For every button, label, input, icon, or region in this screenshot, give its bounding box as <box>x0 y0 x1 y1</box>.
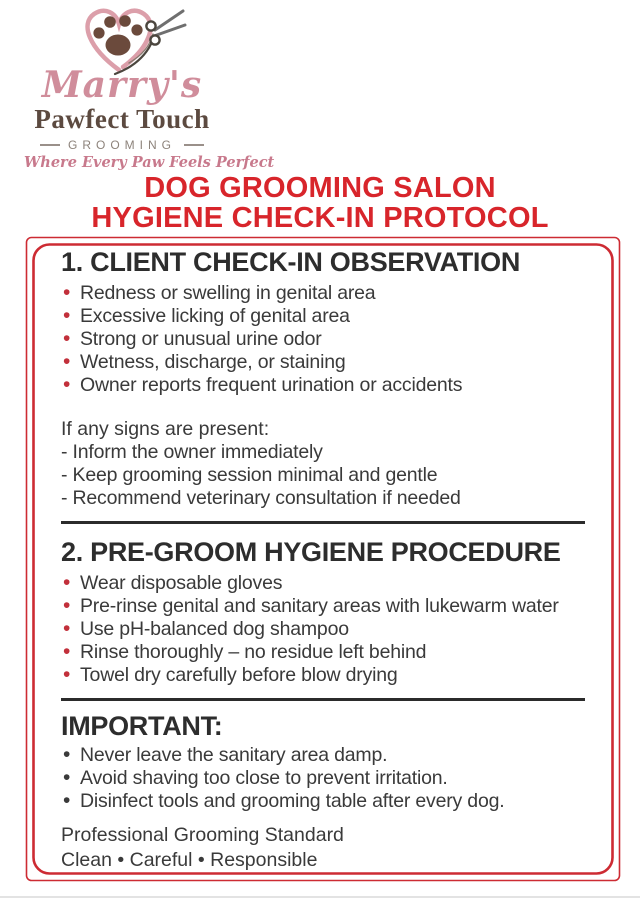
list-item: - Inform the owner immediately <box>61 441 323 463</box>
section-divider <box>61 698 585 701</box>
list-item: • Use pH-balanced dog shampoo <box>63 618 585 641</box>
list-item: • Pre-rinse genital and sanitary areas with lukewarm water <box>63 595 585 618</box>
list-item: - Keep grooming session minimal and gentle <box>61 464 438 486</box>
list-item: • Rinse thoroughly – no residue left behind <box>63 641 585 664</box>
footer-motto-line: Clean • Careful • Responsible <box>61 849 318 871</box>
list-item: • Disinfect tools and grooming table after every dog. <box>63 790 585 813</box>
section-important <box>61 710 585 813</box>
brand-grooming-label: GROOMING <box>24 138 220 152</box>
footer <box>61 823 585 873</box>
list-item: • Strong or unusual urine odor <box>63 328 585 351</box>
signs-present-note-title: If any signs are present: <box>61 418 270 440</box>
list-item: • Wear disposable gloves <box>63 572 585 595</box>
section-divider <box>61 521 585 524</box>
important-bullet-list <box>63 744 585 813</box>
section-client-checkin <box>61 246 585 510</box>
list-item: • Avoid shaving too close to prevent irritation. <box>63 767 585 790</box>
page-title-line2: HYGIENE CHECK-IN PROTOCOL <box>91 202 549 234</box>
section-1-bullet-list <box>63 282 585 397</box>
list-item: • Redness or swelling in genital area <box>63 282 585 305</box>
protocol-content <box>61 246 585 873</box>
brand-logo <box>24 4 275 171</box>
list-item: • Towel dry carefully before blow drying <box>63 664 585 687</box>
brand-script-name: Marry's <box>41 64 203 106</box>
brand-name: Pawfect Touch <box>34 104 210 134</box>
footer-standard-line: Professional Grooming Standard <box>61 824 344 846</box>
section-2-heading: 2. PRE-GROOM HYGIENE PROCEDURE <box>61 537 561 567</box>
page-title <box>0 174 640 234</box>
section-1-heading: 1. CLIENT CHECK-IN OBSERVATION <box>61 247 521 277</box>
brand-tagline: Where Every Paw Feels Perfect <box>24 154 275 171</box>
page-title-line1: DOG GROOMING SALON <box>144 172 496 204</box>
signs-present-action-list <box>61 441 585 510</box>
section-2-bullet-list <box>63 572 585 687</box>
important-heading: IMPORTANT: <box>61 711 223 741</box>
page-edge-shadow <box>0 896 640 898</box>
list-item: • Never leave the sanitary area damp. <box>63 744 585 767</box>
list-item: • Excessive licking of genital area <box>63 305 585 328</box>
list-item: • Wetness, discharge, or staining <box>63 351 585 374</box>
section-pregroom-hygiene <box>61 536 585 687</box>
list-item: • Owner reports frequent urination or accidents <box>63 374 585 397</box>
list-item: - Recommend veterinary consultation if needed <box>61 487 461 509</box>
